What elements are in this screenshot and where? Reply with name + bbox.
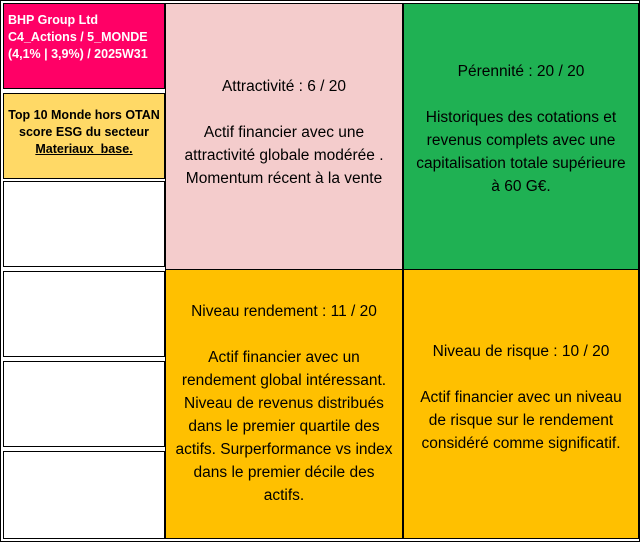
attractivite-title: Attractivité : 6 / 20 bbox=[221, 78, 347, 95]
empty-cell bbox=[3, 181, 165, 267]
esg-box bbox=[3, 93, 165, 179]
risque-title: Niveau de risque : 10 / 20 bbox=[432, 343, 610, 360]
esg-line-3: Materiaux_base. bbox=[35, 142, 133, 156]
empty-cell bbox=[3, 271, 165, 357]
asset-name: BHP Group Ltd bbox=[8, 13, 99, 27]
perennite-description: Historiques des cotations et revenus complets avec une capitalisation totale supérieure à 60 G€. bbox=[416, 109, 626, 195]
asset-identity-box bbox=[3, 3, 165, 89]
empty-cell bbox=[3, 451, 165, 539]
attractivite-description: Actif financier avec une attractivité globale modérée . Momentum récent à la vente bbox=[184, 124, 384, 187]
attractivite-quadrant bbox=[165, 3, 403, 271]
empty-cell bbox=[3, 361, 165, 447]
perennite-quadrant bbox=[403, 3, 639, 271]
risque-quadrant bbox=[403, 269, 639, 539]
rendement-quadrant bbox=[165, 269, 403, 539]
asset-stats: (4,1% | 3,9%) / 2025W31 bbox=[8, 47, 148, 61]
esg-line-2: score ESG du secteur bbox=[19, 125, 149, 139]
perennite-title: Pérennité : 20 / 20 bbox=[457, 63, 585, 80]
esg-line-1: Top 10 Monde hors OTAN bbox=[8, 108, 160, 122]
rendement-title: Niveau rendement : 11 / 20 bbox=[191, 303, 377, 320]
asset-category: C4_Actions / 5_MONDE bbox=[8, 30, 148, 44]
rendement-description: Actif financier avec un rendement global intéressant. Niveau de revenus distribués dans le premier quartile des actifs. Surperformance vs index dans le premier décile des actifs. bbox=[175, 349, 393, 504]
risque-description: Actif financier avec un niveau de risque sur le rendement considéré comme significatif. bbox=[420, 389, 622, 452]
